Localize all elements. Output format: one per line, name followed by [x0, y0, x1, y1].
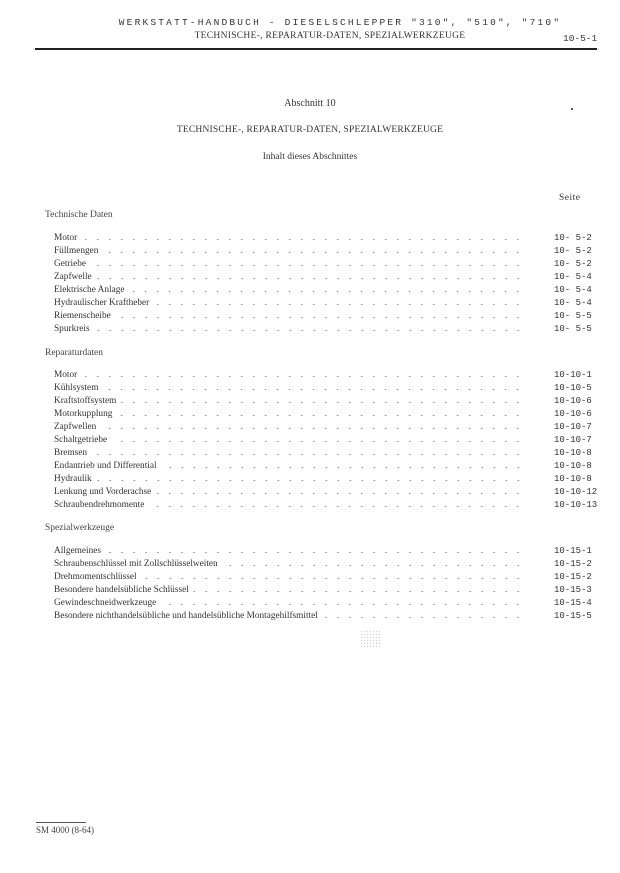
dot-leader [102, 380, 524, 390]
toc-entry-label: Spurkreis [54, 324, 90, 334]
toc-entry-label: Füllmengen [54, 246, 99, 256]
toc-entry[interactable] [54, 295, 599, 308]
dot-leader [153, 295, 524, 305]
dot-leader [155, 484, 524, 494]
toc-entry-page: 10- 5-2 [554, 233, 592, 243]
dot-leader [81, 367, 524, 377]
group-title-technische-daten: Technische Daten [45, 210, 113, 220]
group-title-spezialwerkzeuge: Spezialwerkzeuge [45, 523, 115, 533]
toc-entry-label: Besondere nichthandelsübliche und handelsübliche Montagehilfsmittel [54, 611, 318, 621]
toc-entry-label: Hydraulischer Kraftheber [54, 298, 150, 308]
toc-entry-label: Bremsen [54, 448, 88, 458]
dot-leader [91, 445, 524, 455]
toc-entry-page: 10- 5-5 [554, 311, 592, 321]
toc-entry[interactable] [54, 582, 599, 595]
toc-entry-label: Getriebe [54, 259, 87, 269]
toc-entry[interactable] [54, 380, 599, 393]
toc-entry-page: 10- 5-2 [554, 259, 592, 269]
toc-entry-page: 10-15-3 [554, 585, 592, 595]
toc-entry[interactable] [54, 608, 599, 621]
toc-entry-label: Elektrische Anlage [54, 285, 125, 295]
toc-entry-label: Zapfwellen [54, 422, 97, 432]
toc-entry-page: 10-10-6 [554, 409, 592, 419]
toc-entry[interactable] [54, 497, 599, 510]
dot-leader [141, 569, 524, 579]
toc-entry[interactable] [54, 367, 599, 380]
toc-entry-page: 10- 5-4 [554, 285, 592, 295]
section-number: Abschnitt 10 [284, 98, 336, 109]
toc-entry-page: 10-10-6 [554, 396, 592, 406]
toc-entry-page: 10-15-5 [554, 611, 592, 621]
toc-entry[interactable] [54, 419, 599, 432]
toc-entry-page: 10-15-2 [554, 572, 592, 582]
footer-rule [36, 822, 86, 823]
dot-leader [90, 256, 524, 266]
dot-leader [160, 595, 524, 605]
dot-leader [116, 406, 524, 416]
dot-leader [111, 432, 524, 442]
page-column-header: Seite [559, 193, 581, 203]
dot-leader [322, 608, 524, 618]
toc-entry-label: Kühlsystem [54, 383, 99, 393]
dot-leader [94, 321, 524, 331]
toc-entry-page: 10- 5-5 [554, 324, 592, 334]
toc-entry[interactable] [54, 243, 599, 256]
dot-leader [100, 419, 524, 429]
dot-leader [96, 471, 524, 481]
toc-entry-label: Gewindeschneidwerkzeuge [54, 598, 157, 608]
toc-entry-label: Riemenscheibe [54, 311, 111, 321]
toc-entry[interactable] [54, 556, 599, 569]
toc-entry-label: Lenkung und Vorderachse [54, 487, 152, 497]
toc-entry-page: 10-10-8 [554, 461, 592, 471]
toc-entry[interactable] [54, 458, 599, 471]
toc-entry-label: Zapfwelle [54, 272, 92, 282]
toc-entry-label: Schraubendrehmomente [54, 500, 145, 510]
toc-entry[interactable] [54, 321, 599, 334]
toc-entry-page: 10-15-2 [554, 559, 592, 569]
dot-leader [115, 308, 524, 318]
toc-entry-label: Besondere handelsübliche Schlüssel [54, 585, 189, 595]
group-title-reparaturdaten: Reparaturdaten [45, 348, 104, 358]
toc-entry[interactable] [54, 406, 599, 419]
toc-entry[interactable] [54, 543, 599, 556]
toc-entry[interactable] [54, 432, 599, 445]
toc-entry-label: Motorkupplung [54, 409, 113, 419]
toc-entry-label: Drehmomentschlüssel [54, 572, 137, 582]
header-title-line2: TECHNISCHE-, REPARATUR-DATEN, SPEZIALWERKZEUGE [194, 31, 466, 41]
toc-entry-page: 10- 5-4 [554, 272, 592, 282]
toc-entry-page: 10- 5-2 [554, 246, 592, 256]
dot-leader [193, 582, 524, 592]
toc-entry[interactable] [54, 282, 599, 295]
toc-entry[interactable] [54, 569, 599, 582]
header-rule [35, 48, 597, 50]
toc-entry-label: Endantrieb und Differential [54, 461, 157, 471]
toc-entry[interactable] [54, 256, 599, 269]
dot-leader [102, 243, 524, 253]
dot-leader [105, 543, 524, 553]
header-title-line1: WERKSTATT-HANDBUCH - DIESELSCHLEPPER "310", "510", "710" [118, 17, 562, 28]
toc-entry-label: Schaltgetriebe [54, 435, 108, 445]
dot-leader [222, 556, 524, 566]
toc-entry-label: Allgemeines [54, 546, 101, 556]
toc-entry-page: 10-10-12 [554, 487, 598, 497]
toc-entry-page: 10-10-13 [554, 500, 598, 510]
toc-entry[interactable] [54, 269, 599, 282]
toc-entry[interactable] [54, 445, 599, 458]
toc-entry-page: 10-10-1 [554, 370, 592, 380]
section-title: TECHNISCHE-, REPARATUR-DATEN, SPEZIALWERKZEUGE [176, 125, 444, 135]
toc-entry-page: 10-15-4 [554, 598, 592, 608]
toc-entry-label: Motor [54, 233, 78, 243]
toc-entry-label: Schraubenschlüssel mit Zollschlüsselweiten [54, 559, 218, 569]
toc-entry-page: 10-10-5 [554, 383, 592, 393]
toc-entry-label: Kraftstoffsystem [54, 396, 117, 406]
dot-leader [96, 269, 524, 279]
toc-entry-label: Motor [54, 370, 78, 380]
toc-entry-page: 10-10-8 [554, 448, 592, 458]
section-subtitle: Inhalt dieses Abschnittes [262, 152, 358, 162]
toc-entry[interactable] [54, 471, 599, 484]
footer-code: SM 4000 (8-64) [36, 825, 94, 835]
toc-entry-page: 10-10-7 [554, 422, 592, 432]
toc-entry-page: 10-10-7 [554, 435, 592, 445]
scan-smudge [360, 630, 382, 648]
toc-entry-page: 10- 5-4 [554, 298, 592, 308]
dot-leader [81, 230, 524, 240]
toc-entry-page: 10-10-8 [554, 474, 592, 484]
toc-entry-label: Hydraulik [54, 474, 92, 484]
toc-entry[interactable] [54, 230, 599, 243]
dot-leader [120, 393, 524, 403]
dot-leader [128, 282, 524, 292]
toc-entry[interactable] [54, 595, 599, 608]
toc-entry-page: 10-15-1 [554, 546, 592, 556]
toc-entry[interactable] [54, 484, 599, 497]
toc-entry[interactable] [54, 308, 599, 321]
header-page-number: 10-5-1 [563, 33, 598, 44]
dot-leader [161, 458, 524, 468]
dot-leader [148, 497, 524, 507]
toc-entry[interactable] [54, 393, 599, 406]
